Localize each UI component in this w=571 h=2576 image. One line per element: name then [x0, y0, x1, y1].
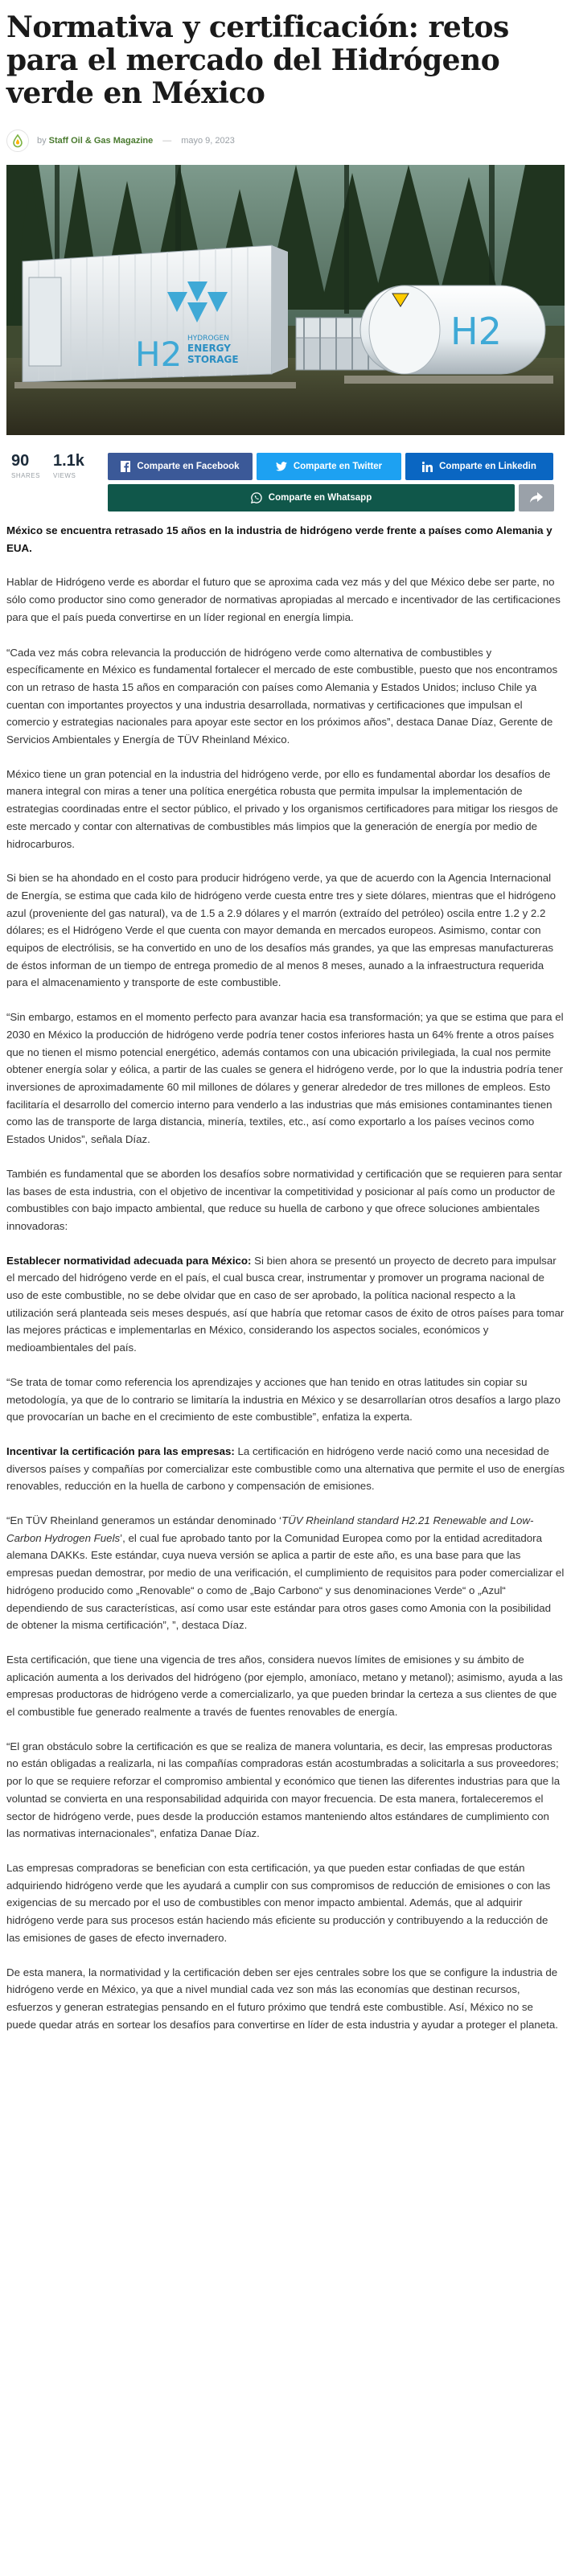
publish-date: mayo 9, 2023 — [181, 136, 235, 146]
paragraph: “Cada vez más cobra relevancia la producción de hidrógeno verde como alternativa de combustibles y específicamente en México es fundamental fortalecer el mercado de este combustible, puesto que nos encontramos con un retraso de hasta 15 años en comparación con países como Alemania y Estados Unidos; incluso Chile ya cuentan con importantes proyectos y una industria desarrollada, normativas y certificaciones que impulsan el comercio y estrategias nacionales para apoyar este sector en los próximos años”, destaca Danae Díaz, Gerente de Servicios Ambientales y Energía de TÜV Rheinland México. — [6, 646, 558, 746]
shares-stat — [11, 453, 48, 479]
paragraph: Esta certificación, que tiene una vigencia de tres años, considera nuevos límites de emisiones y su ámbito de aplicación aumenta a los derivados del hidrógeno (por ejemplo, amoníaco, metano y metanol); asimismo, ayuda a las empresas productoras de hidrógeno verde a comercializarlo, ya que pueden brindar la certeza a sus clientes de que el combustible fue generado realmente a través de fuentes renovables de energía. — [6, 1653, 563, 1719]
standard-name: TÜV Rheinland standard H2.21 Renewable and Low-Carbon Hydrogen Fuels — [6, 1514, 534, 1544]
share-buttons — [108, 453, 560, 512]
svg-text:HYDROGEN: HYDROGEN — [187, 335, 229, 343]
article-page — [6, 0, 565, 2033]
paragraph-heading: Incentivar la certificación para las empresas: — [6, 1444, 235, 1457]
share-twitter-label: Comparte en Twitter — [293, 462, 383, 471]
paragraph: Hablar de Hidrógeno verde es abordar el futuro que se aproxima cada vez más y del que México debe ser parte, no sólo como productor sino como generador de normativas apropiadas al mercado e incentivador de las certificaciones para que el país pueda convertirse en un líder regional en energía limpia. — [6, 576, 561, 623]
paragraph-text: ’, el cual fue aprobado tanto por la Comunidad Europea como por la entidad acreditadora alemana DAKKs. Este estándar, cuya nueva versión se aplica a partir de este año, es una base para que las empresas puedan demostrar, por medio de una verificación, el cumplimiento de requisitos para poder comercializar el hidrógeno producido como „Renovable“ o como de „Bajo Carbono“ y sus denominaciones Verde“ o „Azul“ dependiendo de sus características, así como usar este estándar para otros gases como Amonia con la posibilidad de obtener la misma certificación”, ”, destaca Díaz. — [6, 1531, 565, 1632]
share-facebook-label: Comparte en Facebook — [137, 462, 240, 471]
svg-text:ENERGY: ENERGY — [187, 343, 231, 354]
shares-count: 90 — [11, 452, 30, 470]
paragraph: Las empresas compradoras se benefician con esta certificación, ya que pueden estar confiadas de que están adquiriendo hidrógeno verde que les ayudará a cumplir con sus compromisos de reducción de emisiones o con las exigencias de su mercado por el uso de combustibles con menor impacto ambiental. Además, que al adquirir hidrógeno verde para sus procesos están haciendo más eficiente su producción y contribuyendo a la reducción de las emisiones de gases de efecto invernadero. — [6, 1862, 551, 1944]
paragraph-text: La certificación en hidrógeno verde nació como una necesidad de diversos países y compañías por comercializar este combustible como una alternativa que permite el uso de energías renovables, reducción en la huella de carbono y compensación de emisiones. — [6, 1444, 565, 1493]
paragraph-text: “En TÜV Rheinland generamos un estándar denominado ‘ — [6, 1514, 281, 1527]
share-bar — [6, 452, 565, 503]
paragraph — [6, 1443, 565, 1495]
share-arrow-icon — [530, 492, 543, 503]
paragraph — [6, 1252, 565, 1357]
paragraph: “Se trata de tomar como referencia los aprendizajes y acciones que han tenido en otras latitudes sin copiar su metodología, ya que de lo contrario se limitaría la industria en México y se desarrollarían otros desafíos a largo plazo que provocarían un bache en el crecimiento de este combustible”, enfatiza la experta. — [6, 1375, 561, 1424]
byline — [6, 129, 565, 152]
article-title: Normativa y certificación: retos para el mercado del Hidrógeno verde en México — [6, 10, 509, 110]
paragraph: “El gran obstáculo sobre la certificación es que se realiza de manera voluntaria, es decir, las empresas productoras no están obligadas a realizarla, ni las compañías compradoras están acostumbradas a solicitarla a sus proveedores; por lo que se requiere reforzar el compromiso ambiental y económico que tienen las diferentes industrias para que la voluntad se convierta en una responsabilidad adquirida con mayor frecuencia. De esta manera, fortaleceremos el sector de hidrógeno verde, pues desde la producción estamos manteniendo altos estándares de cumplimiento con las normativas internacionales”, enfatiza Danae Díaz. — [6, 1740, 561, 1840]
byline-prefix: by — [37, 136, 47, 146]
views-count: 1.1k — [53, 452, 84, 470]
article-body — [6, 522, 565, 2033]
hero-image — [6, 165, 565, 435]
twitter-bird-icon — [276, 462, 287, 471]
author-link[interactable]: Staff Oil & Gas Magazine — [48, 136, 154, 146]
magazine-logo-avatar[interactable] — [6, 129, 29, 152]
share-twitter-button[interactable] — [257, 453, 401, 480]
whatsapp-icon — [251, 492, 262, 503]
share-whatsapp-button[interactable] — [108, 484, 515, 512]
svg-text:H2: H2 — [450, 310, 502, 353]
share-linkedin-button[interactable] — [405, 453, 553, 480]
paragraph: México tiene un gran potencial en la industria del hidrógeno verde, por ello es fundamental abordar los desafíos de manera integral con miras a tener una política energética robusta que permita impulsar la implementación de estrategias coordinadas entre el sector público, el privado y los organismos certificadores para mitigar los riesgos de este mercado y contar con alternativas de combustibles más limpios que la generación de energía por medio de hidrocarburos. — [6, 767, 558, 850]
paragraph-text: Si bien ahora se presentó un proyecto de decreto para impulsar el mercado del hidrógeno verde en el país, el cual busca crear, instrumentar y promover un programa nacional de uso de este combustible, no se debe olvidar que en caso de ser aprobado, la política nacional respecto a la utilización será planteada seis meses después, así que habría que retomar casos de éxito de otros países para tomar las mejores prácticas e implementarlas en México, considerando los aspectos sociales, económicos y medioambientales del país. — [6, 1254, 565, 1354]
svg-text:STORAGE: STORAGE — [187, 354, 239, 365]
byline-separator: — — [162, 136, 172, 146]
paragraph: También es fundamental que se aborden los desafíos sobre normatividad y certificación que se requieren para sentar las bases de esta industria, con el objetivo de incentivar la competitividad y posicionar al país como un productor de combustibles con bajo impacto ambiental, que reduce su huella de carbono y que ofrece soluciones ambientales innovadoras: — [6, 1167, 563, 1232]
facebook-icon — [121, 461, 130, 472]
views-stat — [53, 453, 90, 479]
shares-label: SHARES — [11, 472, 40, 479]
share-linkedin-label: Comparte en Linkedin — [439, 462, 536, 471]
share-more-button[interactable] — [519, 484, 554, 512]
paragraph: Si bien se ha ahondado en el costo para producir hidrógeno verde, ya que de acuerdo con la Agencia Internacional de Energía, se estima que cada kilo de hidrógeno verde cuesta entre tres y siete dólares, mientras que el hidrógeno azul (proveniente del gas natural), va de 1.5 a 2.9 dólares y el marrón (extraído del petróleo) oscila entre 1.2 y 2.2 dólares; es el Hidrógeno Verde el que cuenta con mayor demanda en mercados europeos. Asimismo, contar con equipos de electrólisis, se ha convertido en uno de los desafíos más grandes, ya que las empresas manufactureras de éstos informan de un tiempo de entrega promedio de al menos 8 meses, aunado a la infraestructura requerida para el almacenamiento y transporte de este combustible. — [6, 872, 556, 989]
svg-text:H2: H2 — [135, 335, 183, 374]
share-whatsapp-label: Comparte en Whatsapp — [268, 493, 372, 503]
paragraph: “Sin embargo, estamos en el momento perfecto para avanzar hacia esa transformación; ya que se estima que para el 2030 en México la producción de hidrógeno verde podría tener costos inferiores hasta un 64% frente a otros países que no tienen el mismo potencial energético, además contamos con una ubicación privilegiada, la cual nos permite obtener energía solar y eólica, a partir de las cuales se genera el hidrógeno verde, por lo que la industria podría tener inversiones de aproximadamente 60 mil millones de dólares y generar alrededor de tres millones de empleos. Esto facilitaría el desarrollo del comercio interno para venderlo a las industrias que más emisiones contaminantes tienen como las de transporte de larga distancia, minería, textiles, etc., así como exportarlo a los países vecinos como Estados Unidos”, señala Díaz. — [6, 1011, 564, 1146]
views-label: VIEWS — [53, 472, 76, 479]
article-lead: México se encuentra retrasado 15 años en la industria de hidrógeno verde frente a países como Alemania y EUA. — [6, 524, 553, 554]
paragraph-heading: Establecer normatividad adecuada para México: — [6, 1254, 252, 1267]
paragraph — [6, 1512, 565, 1634]
leaf-drop-icon — [10, 134, 25, 148]
share-facebook-button[interactable] — [108, 453, 253, 480]
paragraph: De esta manera, la normatividad y la certificación deben ser ejes centrales sobre los que se configure la industria de hidrógeno verde en México, ya que a nivel mundial cada vez son más las economías que destinan recursos, esfuerzos y generan estrategias pensando en el futuro próximo que tendrá este combustible. Así, México no se puede quedar atrás en sortear los desafíos para convertirse en líder de esta industria y ayudar a proteger el planeta. — [6, 1966, 558, 2031]
linkedin-icon — [422, 462, 433, 472]
hydrogen-storage-illustration — [6, 165, 565, 435]
